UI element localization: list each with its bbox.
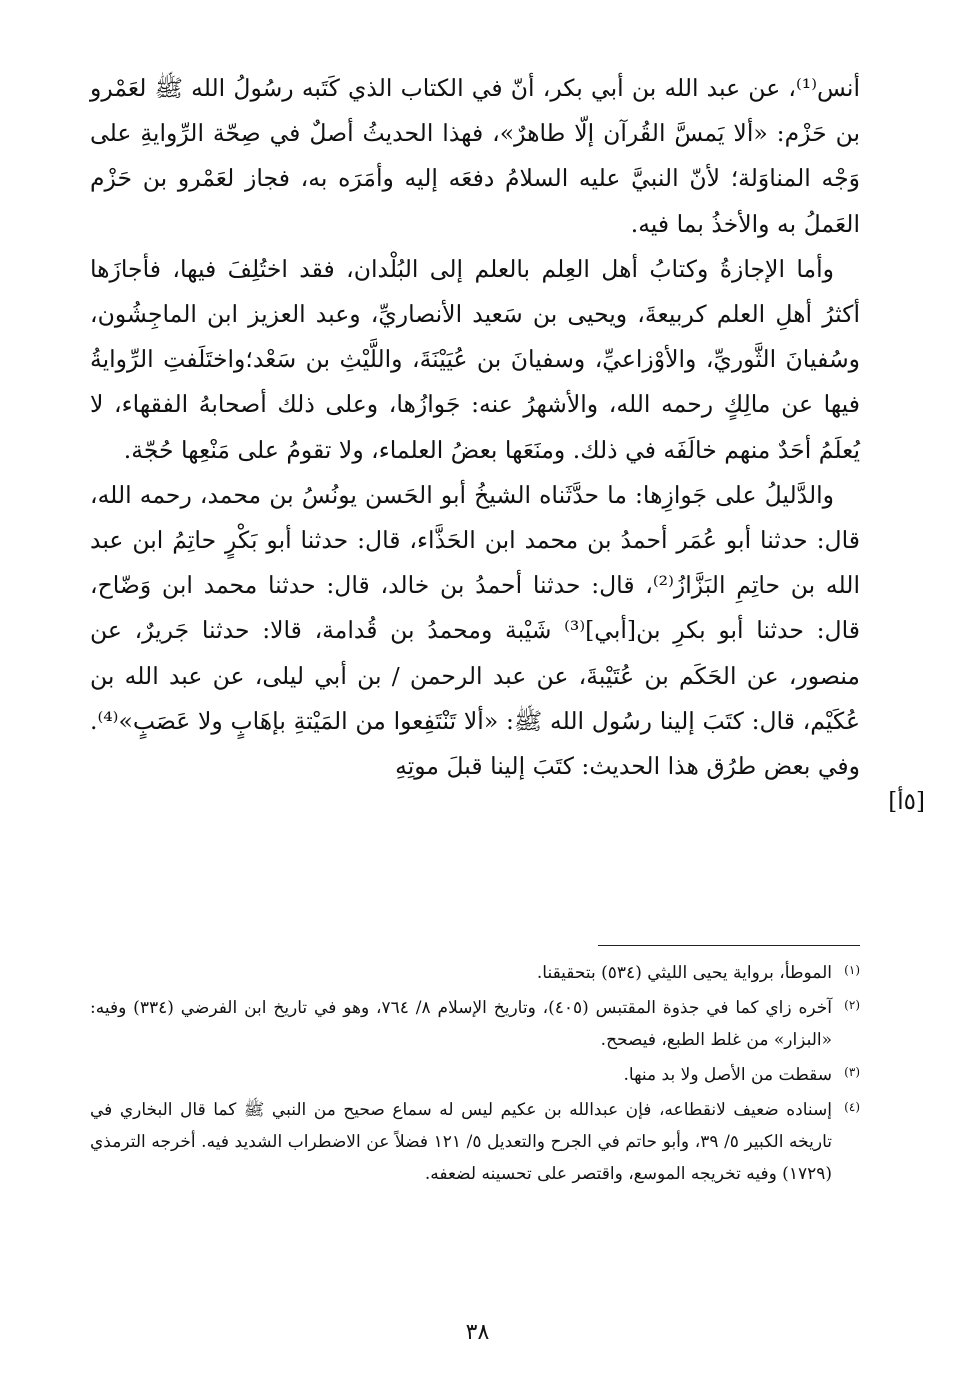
- paragraph-2: وأما الإجازةُ وكتابُ أهل العِلم بالعلم إلى البُلْدان، فقد اختُلِفَ فيها، فأجازَها أكثرُ أهلِ العلم كربيعةَ، ويحيى بن سَعيد الأنصاريِّ، وعبد العزيز ابن الماجِشُون، وسُفيانَ الثَّوريِّ، والأوْزاعيِّ، وسفيانَ بن عُيَيْنَةَ، واللَّيْثِ بن سَعْد؛واختَلَفتِ الرِّوايةُ فيها عن مالِكٍ رحمه الله، والأشهرُ عنه: جَوازُها، وعلى ذلك أصحابهُ الفقهاء، لا يُعلَمُ أحَدٌ منهم خالَفَه في ذلك. ومنَعَها بعضُ العلماء، ولا تقومُ على مَنْعِها حُجّة.: [90, 254, 860, 464]
- footnote-text: سقطت من الأصل ولا بد منها.: [623, 1065, 832, 1085]
- footnote-number: (٣): [844, 1065, 860, 1079]
- manuscript-folio-marker: [٥أ]: [888, 789, 925, 815]
- main-text: [90, 66, 860, 789]
- footnote-3: [90, 1059, 860, 1091]
- footnote-1: [90, 957, 860, 989]
- footnote-text: الموطأ، برواية يحيى الليثي (٥٣٤) بتحقيقنا.: [536, 963, 832, 983]
- paragraph-1: أنس⁽¹⁾، عن عبد الله بن أبي بكر، أنّ في الكتاب الذي كَتَبه رسُولُ الله ﷺ لعَمْرو بن حَزْم: «ألا يَمسَّ القُرآن إلّا طاهرٌ»، فهذا الحديثُ أصلٌ في صِحّة الرِّوايةِ على وَجْه المناوَلة؛ لأنّ النبيَّ عليه السلامُ دفعَه إليه وأمَرَه به، فجاز لعَمْرو بن حَزْم العَملُ به والأخذُ بما فيه.: [90, 74, 860, 238]
- footnote-number: (١): [844, 963, 860, 977]
- footnote-separator: [598, 945, 860, 946]
- footnote-2: [90, 992, 860, 1056]
- footnote-text: إسناده ضعيف لانقطاعه، فإن عبدالله بن عكيم ليس له سماع صحيح من النبي ﷺ كما قال البخاري في تاريخه الكبير ٥/ ٣٩، وأبو حاتم في الجرح والتعديل ٥/ ١٢١ فضلاً عن الاضطراب الشديد فيه. أخرجه الترمذي (١٧٢٩) وفيه تخريجه الموسع، واقتصر على تحسينه لضعفه.: [90, 1100, 832, 1184]
- footnote-number: (٤): [844, 1100, 860, 1114]
- footnotes: [90, 957, 860, 1193]
- footnote-4: [90, 1094, 860, 1190]
- footnote-text: آخره زاي كما في جذوة المقتبس (٤٠٥)، وتاريخ الإسلام ٨/ ٧٦٤، وهو في تاريخ ابن الفرضي (٣٣٤) وفيه: «البزار» من غلط الطبع، فيصحح.: [90, 998, 832, 1050]
- page-number: ٣٨: [465, 1320, 490, 1345]
- footnote-number: (٢): [844, 998, 860, 1012]
- paragraph-3: والدَّليلُ على جَوازِها: ما حدَّثَناه الشيخُ أبو الحَسن يونُسُ بن محمد، رحمه الله، قال: حدثنا أبو عُمَر أحمدُ بن محمد ابن الحَذَّاء، قال: حدثنا أبو بَكْرٍ حاتِمُ ابن عبد الله بن حاتِمِ البَزَّازُ⁽²⁾، قال: حدثنا أحمدُ بن خالد، قال: حدثنا محمد ابن وَضّاح، قال: حدثنا أبو بكرِ بن[أبي]⁽³⁾ شَيْبة ومحمدُ بن قُدامة، قالا: حدثنا جَريرٌ، عن منصور، عن الحَكَم بن عُتَيْبةَ، عن عبد الرحمن / بن أبي ليلى، عن عبد الله بن عُكَيْم، قال: كتَبَ إلينا رسُول الله ﷺ: «ألا تَنْتَفِعوا من المَيْتةِ بإهَابٍ ولا عَصَبٍ»⁽⁴⁾. وفي بعض طرُق هذا الحديث: كتَبَ إلينا قبلَ موتِهِ: [90, 480, 860, 781]
